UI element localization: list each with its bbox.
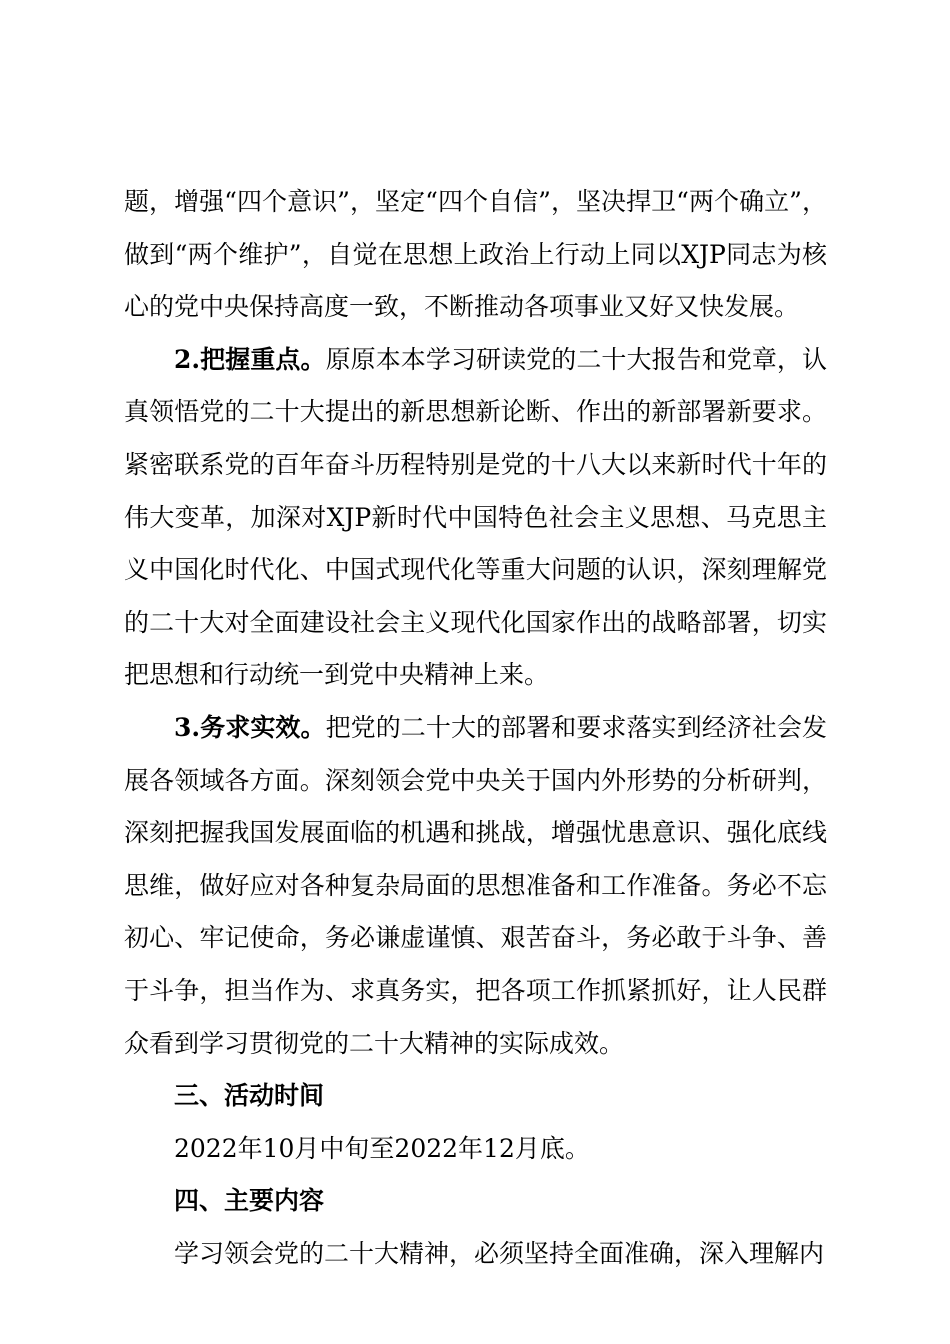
paragraph-lead-seek-results: 3.务求实效。: [174, 712, 326, 742]
paragraph-body-grasp-key-points: 原原本本学习研读党的二十大报告和党章，认真领悟党的二十大提出的新思想新论断、作出的新部署新要求。紧密联系党的百年奋斗历程特别是党的十八大以来新时代十年的伟大变革，加深对XJP新时代中国特色社会主义思想、马克思主义中国化时代化、中国式现代化等重大问题的认识，深刻理解党的二十大对全面建设社会主义现代化国家作出的战略部署，切实把思想和行动统一到党中央精神上来。: [124, 344, 827, 690]
section-heading-activity-time: 三、活动时间: [174, 1081, 325, 1111]
paragraph-seek-results: [124, 702, 827, 1070]
paragraph-lead-grasp-key-points: 2.把握重点。: [174, 344, 326, 374]
paragraph-activity-time: 2022年10月中旬至2022年12月底。: [174, 1133, 590, 1163]
paragraph-grasp-key-points: [124, 334, 827, 702]
paragraph-body-seek-results: 把党的二十大的部署和要求落实到经济社会发展各领域各方面。深刻领会党中央关于国内外形势的分析研判，深刻把握我国发展面临的机遇和挑战，增强忧患意识、强化底线思维，做好应对各种复杂局面的思想准备和工作准备。务必不忘初心、牢记使命，务必谦虚谨慎、艰苦奋斗，务必敢于斗争、善于斗争，担当作为、求真务实，把各项工作抓紧抓好，让人民群众看到学习贯彻党的二十大精神的实际成效。: [124, 712, 827, 1058]
paragraph-main-content: 学习领会党的二十大精神，必须坚持全面准确，深入理解内: [174, 1238, 825, 1268]
section-heading-main-content: 四、主要内容: [174, 1186, 325, 1216]
paragraph-continuation: 题，增强“四个意识”，坚定“四个自信”，坚决捍卫“两个确立”，做到“两个维护”，自觉在思想上政治上行动上同以XJP同志为核心的党中央保持高度一致，不断推动各项事业又好又快发展。: [124, 187, 827, 322]
document-body: [124, 176, 827, 1280]
